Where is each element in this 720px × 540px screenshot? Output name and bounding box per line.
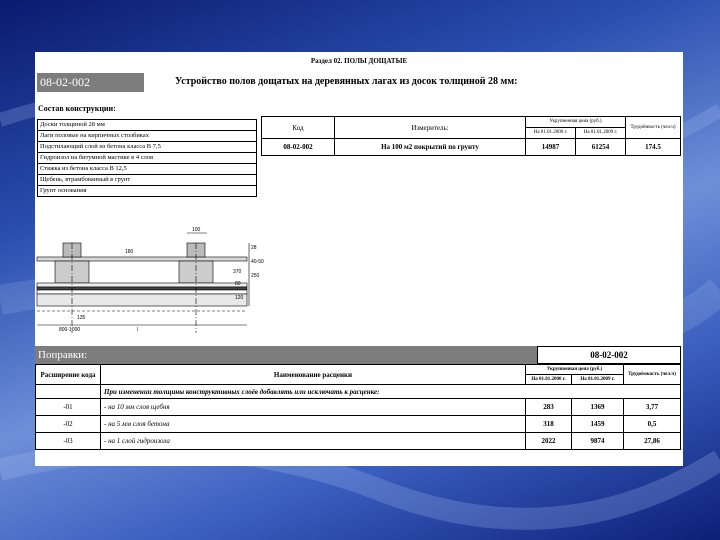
rates-price-2000-cell: 14987: [526, 139, 576, 156]
table-row: [36, 433, 681, 450]
layer-cell: Гидроизол на битумной мастике в 4 слоя: [38, 153, 257, 164]
rates-header-measure: Измеритель:: [335, 117, 526, 139]
dim-label-135: 135: [77, 315, 86, 321]
rates-header-labor: Трудоёмкость (чел.ч): [626, 117, 681, 139]
rates-header-code: Код: [262, 117, 335, 139]
dim-label-180: 180: [125, 249, 134, 255]
layer-cell: Лаги половые на кирпичных столбиках: [38, 131, 257, 142]
corr-p2000-cell: 283: [526, 399, 572, 416]
corr-name-cell: - на 5 мм слоя бетона: [101, 416, 526, 433]
rates-code-cell: 08-02-002: [262, 139, 335, 156]
corr-labor-cell: 3,77: [624, 399, 681, 416]
screed-layer: [37, 290, 247, 294]
concrete-layer: [37, 283, 247, 287]
rates-header-price: Укрупненная цена (руб.): [526, 117, 626, 128]
corr-header-price: Укрупненная цена (руб.): [526, 365, 624, 375]
dim-label-250: 250: [251, 273, 260, 279]
floorboard-layer: [37, 257, 247, 261]
corr-ext-cell: -02: [36, 416, 101, 433]
rates-data-row: [262, 139, 681, 156]
corr-labor-cell: 27,86: [624, 433, 681, 450]
rates-header-price-2009: На 01.01.2009 г.: [576, 128, 626, 139]
waterproof-layer: [37, 287, 247, 290]
corrections-table: [35, 364, 681, 450]
layer-row: [38, 153, 257, 164]
corrections-bar: Поправки:: [35, 346, 537, 364]
corrections-code: 08-02-002: [537, 346, 681, 364]
composition-label: Состав конструкции:: [38, 104, 116, 113]
table-row: [36, 416, 681, 433]
corr-header-2009: На 01.01.2009 г.: [572, 375, 624, 385]
layer-row: [38, 175, 257, 186]
layer-cell: Грунт основания: [38, 186, 257, 197]
dim-label-80: 80: [235, 281, 241, 287]
rates-table: [261, 116, 681, 156]
layers-table: [37, 119, 257, 197]
corr-ext-cell: -01: [36, 399, 101, 416]
layer-row: [38, 131, 257, 142]
dim-label-100: 100: [192, 227, 201, 233]
layer-row: [38, 164, 257, 175]
rates-price-2009-cell: 61254: [576, 139, 626, 156]
document-sheet: [35, 52, 683, 466]
layer-cell: Подстилающий слой из бетона класса В 7,5: [38, 142, 257, 153]
corr-header-ext: Расширение кода: [36, 365, 101, 385]
corr-p2009-cell: 9874: [572, 433, 624, 450]
corr-ext-cell: -03: [36, 433, 101, 450]
corr-p2000-cell: 318: [526, 416, 572, 433]
rates-header-price-2000: На 01.01.2000 г.: [526, 128, 576, 139]
corr-name-cell: - на 1 слой гидроизола: [101, 433, 526, 450]
table-row: [36, 399, 681, 416]
corrections-note-row: [36, 385, 681, 399]
corrections-header-row: [36, 365, 681, 375]
code-label: 08-02-002: [37, 73, 144, 92]
corr-p2009-cell: 1369: [572, 399, 624, 416]
dim-label-370: 370: [233, 269, 242, 275]
rates-measure-cell: На 100 м2 покрытий по грунту: [335, 139, 526, 156]
floor-section-drawing: [37, 213, 264, 339]
corr-header-labor: Трудоёмкость (чел.ч): [624, 365, 681, 385]
dim-label-40: 40-50: [251, 259, 264, 265]
corr-p2000-cell: 2022: [526, 433, 572, 450]
dim-label-spacing: 800-1000: [59, 327, 81, 333]
dim-label-l: l: [137, 327, 139, 333]
layer-cell: Стяжка из бетона класса В 12,5: [38, 164, 257, 175]
layer-row: [38, 142, 257, 153]
corr-name-cell: - на 10 мм слоя щебня: [101, 399, 526, 416]
corr-labor-cell: 0,5: [624, 416, 681, 433]
layer-row: [38, 186, 257, 197]
corr-header-name: Наименование расценки: [101, 365, 526, 385]
layer-cell: Доски толщиной 28 мм: [38, 120, 257, 131]
corr-header-2000: На 01.01.2000 г.: [526, 375, 572, 385]
corrections-note: При изменении толщины конструктивных слоёв добавлять или исключать к расценке:: [101, 385, 681, 399]
section-title: Раздел 02. ПОЛЫ ДОЩАТЫЕ: [310, 57, 408, 65]
gravel-layer: [37, 294, 247, 306]
page-title: Устройство полов дощатых на деревянных лагах из досок толщиной 28 мм:: [175, 76, 518, 87]
rates-header-row: [262, 117, 681, 128]
layer-cell: Щебень, втрамбованный в грунт: [38, 175, 257, 186]
corr-p2009-cell: 1459: [572, 416, 624, 433]
dim-label-28: 28: [251, 245, 257, 251]
layer-row: [38, 120, 257, 131]
dim-label-120: 120: [235, 295, 244, 301]
rates-labor-cell: 174.5: [626, 139, 681, 156]
